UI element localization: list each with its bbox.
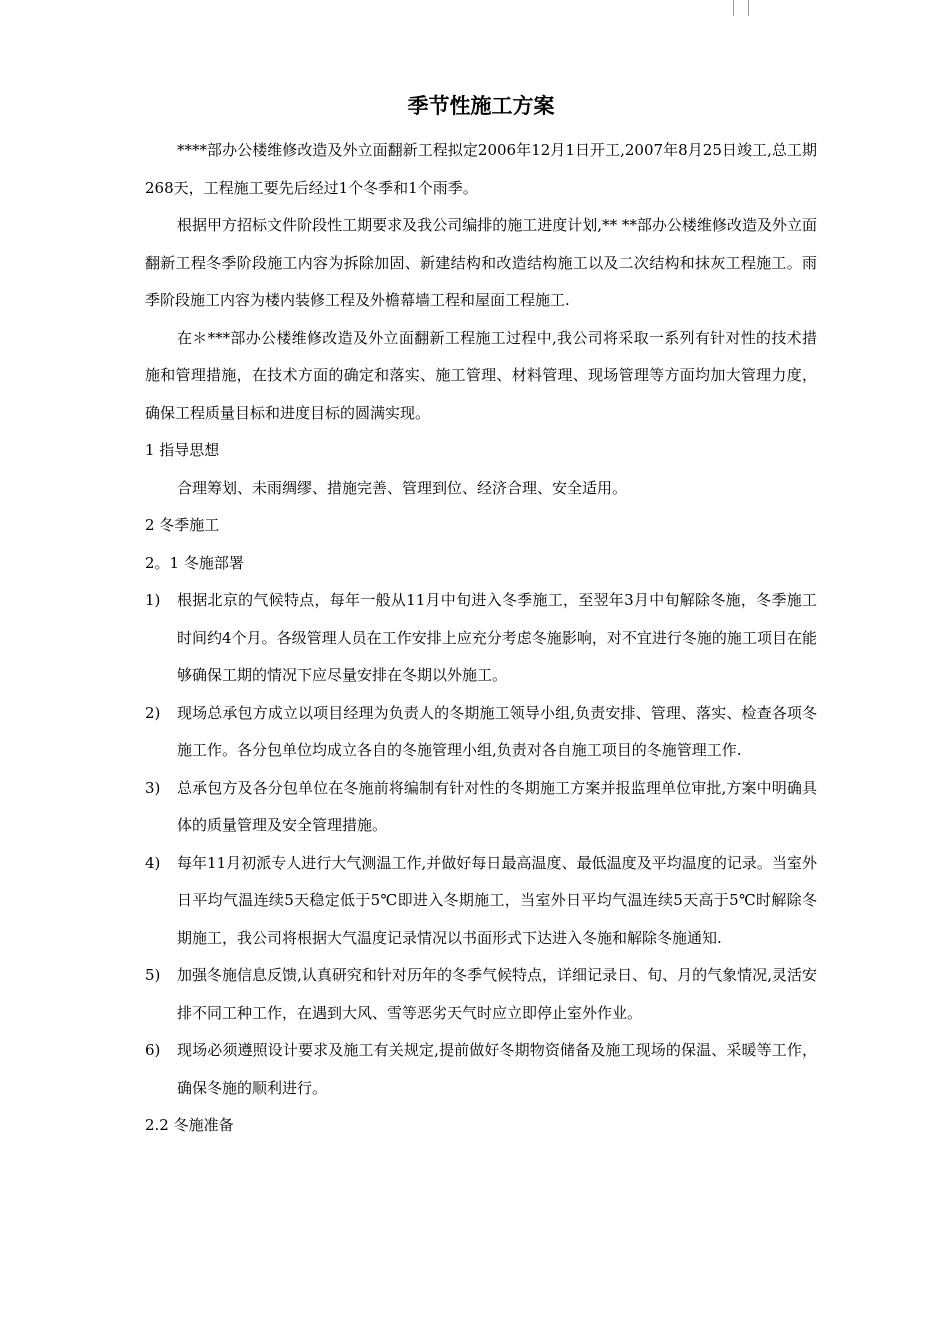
list-item-text: 每年11月初派专人进行大气测温工作,并做好每日最高温度、最低温度及平均温度的记录。当室外日平均气温连续5天稳定低于5℃即进入冬期施工，当室外日平均气温连续5天高于5℃时解除冬期施工，我公司将根据大气温度记录情况以书面形式下达进入冬施和解除冬施通知. [177, 853, 817, 947]
winter-deployment-list [145, 582, 817, 1107]
list-item [145, 582, 817, 695]
page-corner-mark [733, 0, 734, 16]
list-item-number: 5) [145, 966, 161, 984]
list-item-text: 加强冬施信息反馈,认真研究和针对历年的冬季气候特点，详细记录日、旬、月的气象情况,灵活安排不同工种工作，在遇到大风、雪等恶劣天气时应立即停止室外作业。 [177, 966, 817, 1022]
guiding-thought-text: 合理筹划、未雨绸缪、措施完善、管理到位、经济合理、安全适用。 [177, 478, 628, 497]
list-item [145, 845, 817, 958]
document-title: 季节性施工方案 [407, 94, 555, 118]
intro-paragraph: 根据甲方招标文件阶段性工期要求及我公司编排的施工进度计划,** **部办公楼维修改造及外立面翻新工程冬季阶段施工内容为拆除加固、新建结构和改造结构施工以及二次结构和抹灰工程施工。雨季阶段施工内容为楼内装修工程及外檐幕墙工程和屋面工程施工. [145, 216, 817, 309]
section-heading-winter-construction: 2 冬季施工 [145, 516, 220, 534]
section-heading-guiding-thought: 1 指导思想 [145, 441, 220, 459]
list-item-number: 1) [145, 591, 161, 609]
intro-paragraph: 在＊***部办公楼维修改造及外立面翻新工程施工过程中,我公司将采取一系列有针对性的技术措施和管理措施，在技术方面的确定和落实、施工管理、材料管理、现场管理等方面均加大管理力度，确保工程质量目标和进度目标的圆满实现。 [145, 328, 817, 422]
list-item [145, 957, 817, 1032]
page-corner-mark [748, 0, 749, 16]
list-item-number: 3) [145, 778, 161, 797]
list-item-text: 现场总承包方成立以项目经理为负责人的冬期施工领导小组,负责安排、管理、落实、检查各项冬施工作。各分包单位均成立各自的冬施管理小组,负责对各自施工项目的冬施管理工作. [177, 703, 817, 759]
list-item-number: 6) [145, 1041, 161, 1059]
list-item-text: 现场必须遵照设计要求及施工有关规定,提前做好冬期物资储备及施工现场的保温、采暖等工作，确保冬施的顺利进行。 [177, 1041, 817, 1097]
list-item-number: 4) [145, 853, 161, 872]
list-item-text: 根据北京的气候特点，每年一般从11月中旬进入冬季施工，至翌年3月中旬解除冬施，冬季施工时间约4个月。各级管理人员在工作安排上应充分考虑冬施影响，对不宜进行冬施的施工项目在能够确保工期的情况下应尽量安排在冬期以外施工。 [177, 591, 817, 684]
list-item [145, 770, 817, 845]
subsection-heading-winter-preparation: 2.2 冬施准备 [145, 1116, 234, 1134]
subsection-heading-winter-deployment: 2。1 冬施部署 [145, 553, 244, 572]
document-page [145, 88, 817, 1145]
list-item [145, 1032, 817, 1107]
list-item-text: 总承包方及各分包单位在冬施前将编制有针对性的冬期施工方案并报监理单位审批,方案中明确具体的质量管理及安全管理措施。 [177, 778, 817, 834]
intro-paragraph: ****部办公楼维修改造及外立面翻新工程拟定2006年12月1日开工,2007年8月25日竣工,总工期268天，工程施工要先后经过1个冬季和1个雨季。 [145, 141, 817, 197]
list-item-number: 2) [145, 703, 161, 722]
list-item [145, 695, 817, 770]
